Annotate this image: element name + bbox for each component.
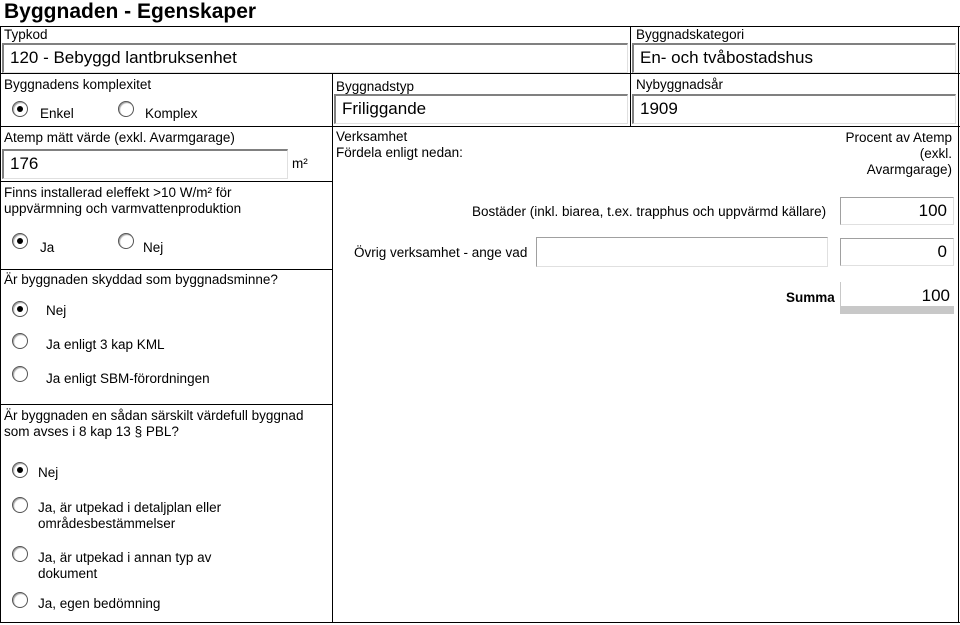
radio-vardefull-annan-label: Ja, är utpekad i annan typ av dokument	[38, 550, 212, 581]
divider	[0, 269, 332, 270]
divider	[0, 73, 960, 74]
radio-komplex-label: Komplex	[145, 106, 198, 121]
komplexitet-label: Byggnadens komplexitet	[4, 77, 152, 92]
radio-vardefull-nej-label: Nej	[38, 465, 59, 480]
radio-eleffekt-ja[interactable]	[12, 233, 28, 249]
vardefull-label: Är byggnaden en sådan särskilt värdefull byggnad som avses i 8 kap 13 § PBL?	[4, 408, 304, 439]
radio-vardefull-nej[interactable]	[12, 462, 28, 478]
radio-byggnadsminne-sbm-label: Ja enligt SBM-förordningen	[46, 371, 210, 386]
page-title: Byggnaden - Egenskaper	[4, 0, 257, 23]
radio-byggnadsminne-kml-label: Ja enligt 3 kap KML	[46, 337, 165, 352]
ovrig-percent-field[interactable]: 0	[840, 238, 954, 266]
divider	[0, 26, 1, 623]
typkod-label: Typkod	[4, 27, 48, 42]
byggnadstyp-label: Byggnadstyp	[336, 79, 415, 94]
divider	[0, 126, 960, 127]
divider	[0, 622, 960, 623]
radio-vardefull-egen[interactable]	[12, 592, 28, 608]
radio-enkel[interactable]	[12, 101, 28, 117]
radio-vardefull-detaljplan-label: Ja, är utpekad i detaljplan eller områdesbestämmelser	[38, 500, 222, 531]
divider	[332, 73, 333, 623]
byggnadsminne-label: Är byggnaden skyddad som byggnadsminne?	[4, 272, 278, 287]
radio-eleffekt-nej[interactable]	[118, 233, 134, 249]
typkod-field[interactable]: 120 - Bebyggd lantbruksenhet	[2, 43, 628, 73]
atemp-field[interactable]: 176	[2, 149, 288, 179]
radio-byggnadsminne-nej[interactable]	[12, 301, 28, 317]
divider	[958, 26, 959, 623]
ovrig-verksamhet-input[interactable]	[536, 237, 828, 267]
verksamhet-label: Verksamhet	[336, 129, 408, 144]
divider	[0, 181, 332, 182]
divider	[0, 404, 332, 405]
summa-label: Summa	[786, 290, 835, 305]
radio-byggnadsminne-kml[interactable]	[12, 333, 28, 349]
byggnadstyp-field[interactable]: Friliggande	[334, 94, 628, 124]
radio-byggnadsminne-nej-label: Nej	[46, 303, 67, 318]
bostader-percent-field[interactable]: 100	[840, 197, 954, 225]
radio-komplex[interactable]	[118, 101, 134, 117]
radio-vardefull-annan[interactable]	[12, 546, 28, 562]
nybyggnadsar-field[interactable]: 1909	[632, 94, 956, 124]
byggnadskategori-field[interactable]: En- och tvåbostadshus	[632, 43, 956, 73]
summa-underline	[840, 306, 954, 314]
byggnadskategori-label: Byggnadskategori	[636, 27, 745, 42]
divider	[0, 26, 960, 27]
summa-value: 100	[921, 286, 950, 305]
eleffekt-label: Finns installerad eleffekt >10 W/m² för uppvärmning och varmvattenproduktion	[4, 185, 242, 216]
percent-header: Procent av Atemp (exkl. Avarmgarage)	[845, 130, 952, 177]
nybyggnadsar-label: Nybyggnadsår	[636, 77, 724, 92]
radio-vardefull-detaljplan[interactable]	[12, 497, 28, 513]
ovrig-verksamhet-label: Övrig verksamhet - ange vad	[354, 245, 528, 260]
radio-eleffekt-ja-label: Ja	[40, 240, 55, 255]
divider	[630, 26, 631, 127]
bostader-label: Bostäder (inkl. biarea, t.ex. trapphus och uppvärmd källare)	[472, 204, 827, 219]
radio-byggnadsminne-sbm[interactable]	[12, 366, 28, 382]
radio-enkel-label: Enkel	[40, 106, 74, 121]
radio-eleffekt-nej-label: Nej	[143, 240, 164, 255]
verksamhet-sublabel: Fördela enligt nedan:	[336, 145, 463, 160]
atemp-unit: m²	[292, 156, 308, 171]
atemp-label: Atemp mätt värde (exkl. Avarmgarage)	[4, 130, 235, 145]
summa-border	[840, 282, 841, 312]
radio-vardefull-egen-label: Ja, egen bedömning	[38, 596, 161, 611]
